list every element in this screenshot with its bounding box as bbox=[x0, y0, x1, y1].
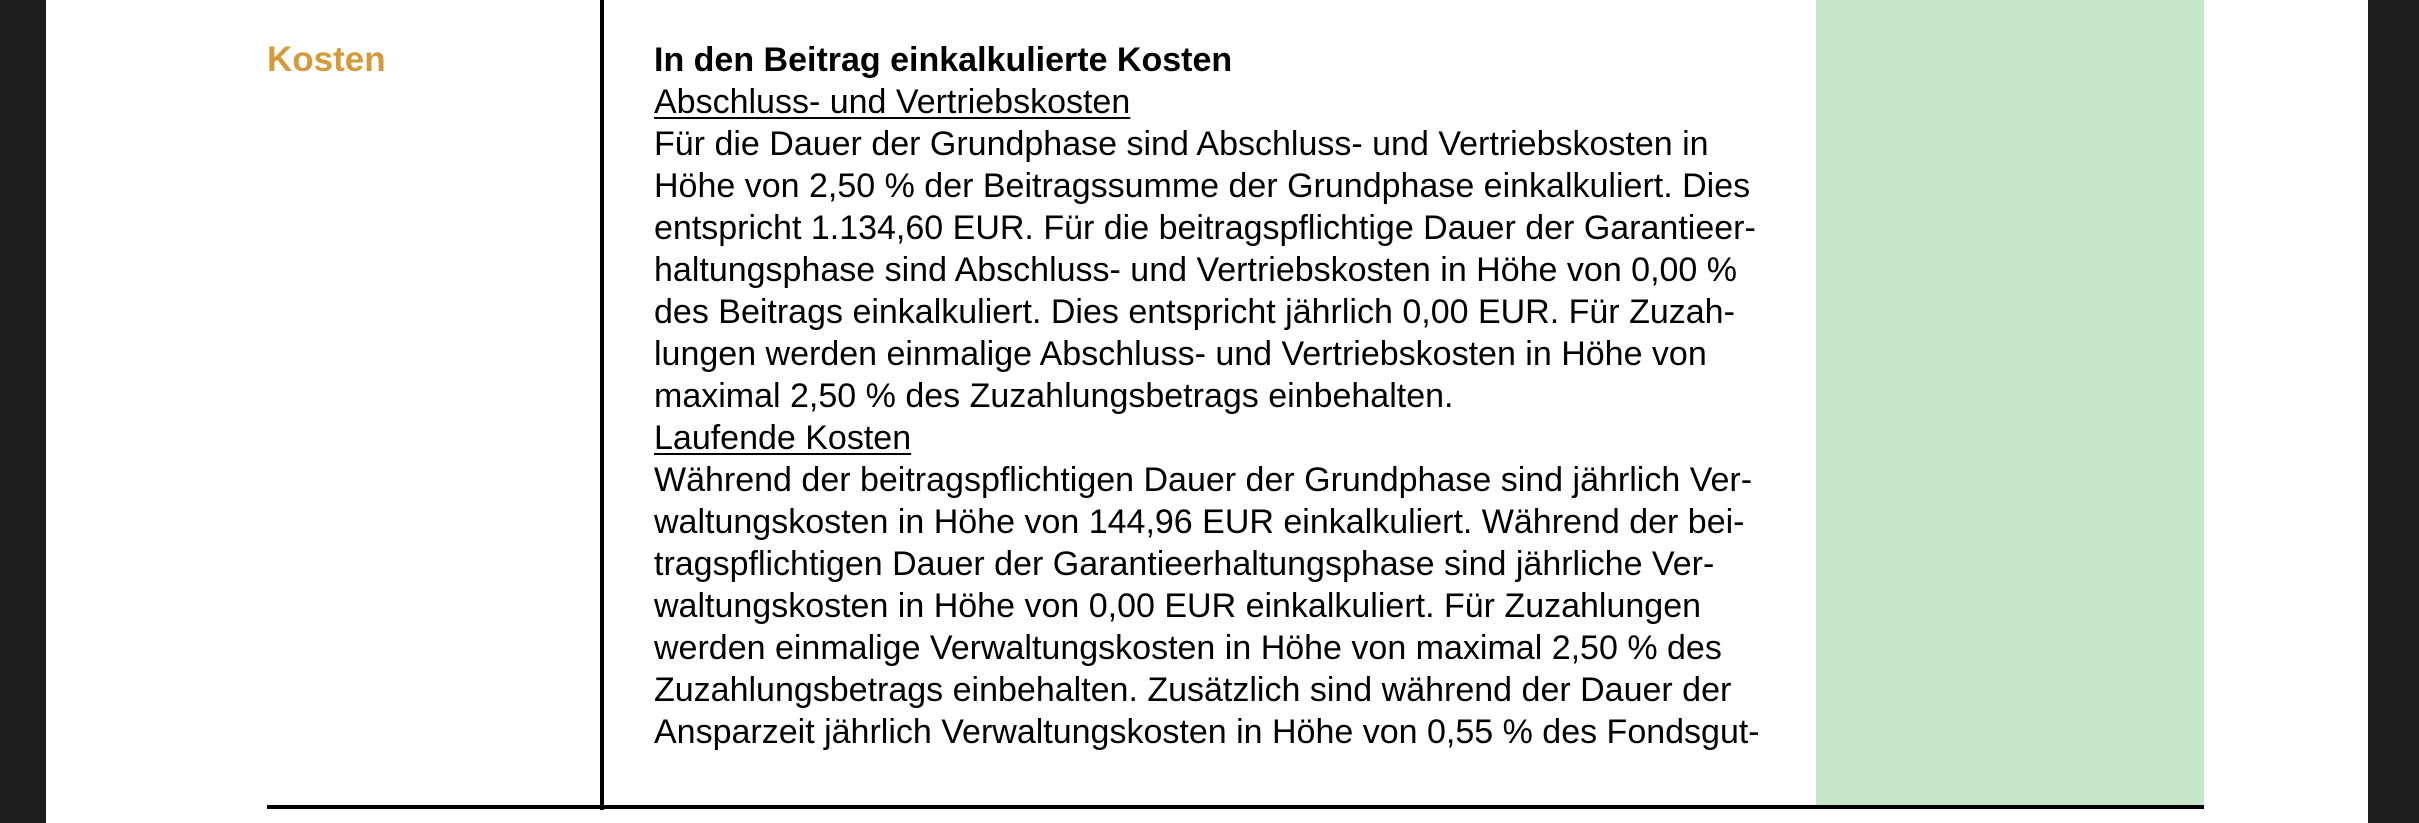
paragraph-line: entspricht 1.134,60 EUR. Für die beitragspflichtige Dauer der Garantieer- bbox=[654, 209, 1756, 247]
paragraph-line: des Beitrags einkalkuliert. Dies entspricht jährlich 0,00 EUR. Für Zuzah- bbox=[654, 293, 1735, 331]
paragraph-line: Während der beitragspflichtigen Dauer der Grundphase sind jährlich Ver- bbox=[654, 461, 1753, 499]
paragraph-line: waltungskosten in Höhe von 0,00 EUR einkalkuliert. Für Zuzahlungen bbox=[654, 587, 1702, 625]
highlight-panel bbox=[1816, 0, 2204, 805]
paragraph-line: waltungskosten in Höhe von 144,96 EUR einkalkuliert. Während der bei- bbox=[654, 503, 1745, 541]
paragraph-line: Höhe von 2,50 % der Beitragssumme der Grundphase einkalkuliert. Dies bbox=[654, 167, 1751, 205]
paragraph-line: Für die Dauer der Grundphase sind Abschluss- und Vertriebskosten in bbox=[654, 125, 1709, 163]
subsection-title-abschluss-vertriebskosten: Abschluss- und Vertriebskosten bbox=[654, 83, 1131, 121]
paragraph-line: tragspflichtigen Dauer der Garantieerhaltungsphase sind jährliche Ver- bbox=[654, 545, 1715, 583]
cost-description bbox=[654, 39, 1804, 753]
paragraph-line: haltungsphase sind Abschluss- und Vertriebskosten in Höhe von 0,00 % bbox=[654, 251, 1738, 289]
paragraph-line: Ansparzeit jährlich Verwaltungskosten in Höhe von 0,55 % des Fondsgut- bbox=[654, 713, 1760, 751]
column-divider bbox=[600, 0, 604, 810]
content-heading: In den Beitrag einkalkulierte Kosten bbox=[654, 41, 1233, 79]
subsection-title-laufende-kosten: Laufende Kosten bbox=[654, 419, 912, 457]
paragraph-line: maximal 2,50 % des Zuzahlungsbetrags einbehalten. bbox=[654, 377, 1454, 415]
section-label-kosten: Kosten bbox=[267, 40, 386, 79]
paragraph-line: Zuzahlungsbetrags einbehalten. Zusätzlich sind während der Dauer der bbox=[654, 671, 1732, 709]
document-page bbox=[46, 0, 2368, 823]
paragraph-line: lungen werden einmalige Abschluss- und Vertriebskosten in Höhe von bbox=[654, 335, 1707, 373]
paragraph-line: werden einmalige Verwaltungskosten in Höhe von maximal 2,50 % des bbox=[654, 629, 1722, 667]
row-divider bbox=[267, 805, 2204, 809]
